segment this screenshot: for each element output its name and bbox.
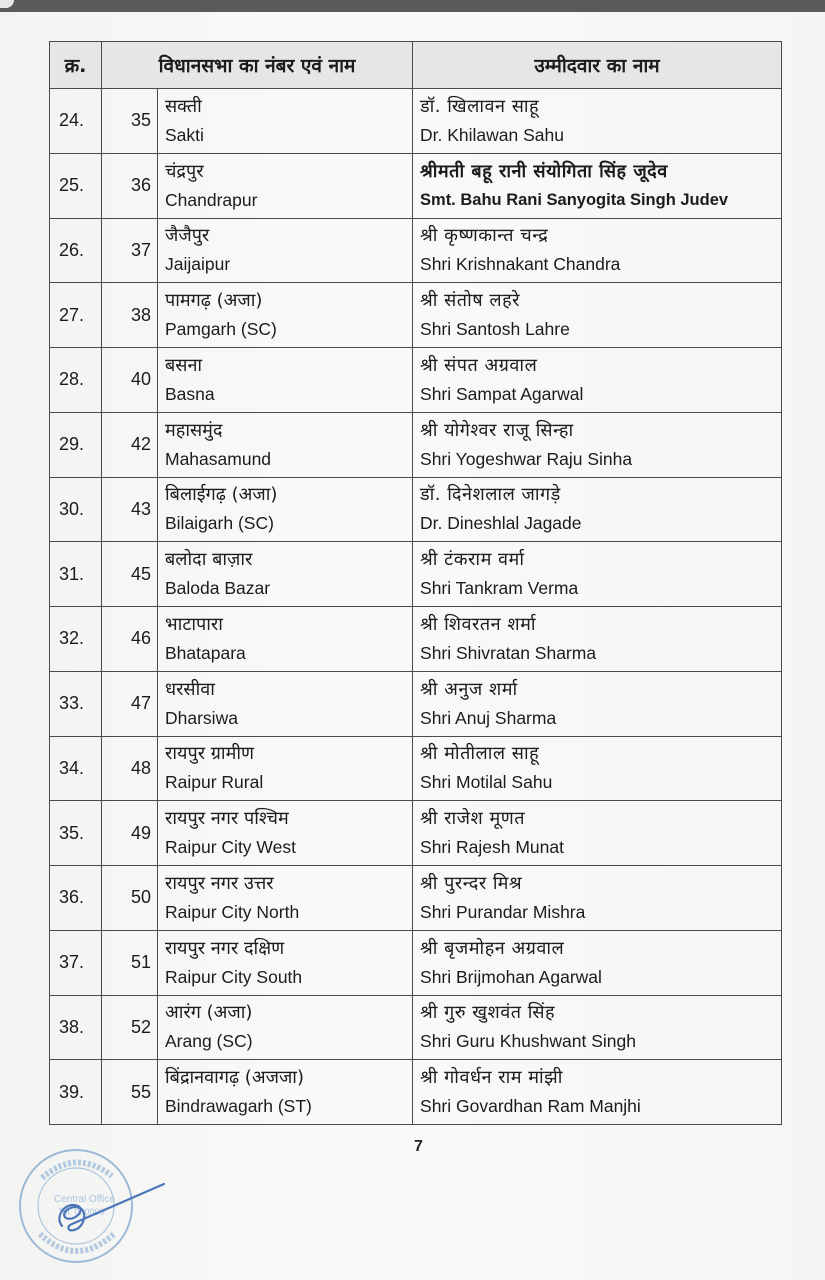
- constituency-name-english: Bindrawagarh (ST): [165, 1096, 312, 1117]
- candidate-name-hindi: श्री राजेश मूणत: [420, 808, 526, 830]
- table-row: [50, 671, 782, 736]
- candidate-cell: [413, 89, 782, 154]
- top-bar: [0, 0, 825, 12]
- candidate-name-english: Shri Purandar Mishra: [420, 901, 586, 922]
- serial-number: 39.: [50, 1060, 102, 1125]
- constituency-cell: [158, 607, 413, 672]
- constituency-cell: [158, 930, 413, 995]
- header-constituency: विधानसभा का नंबर एवं नाम: [102, 42, 413, 89]
- constituency-cell: [158, 542, 413, 607]
- constituency-name-hindi: बलोदा बाज़ार: [165, 549, 253, 571]
- constituency-name-english: Raipur City South: [165, 966, 303, 987]
- table-row: [50, 153, 782, 218]
- constituency-cell: [158, 1060, 413, 1125]
- constituency-number: 49: [102, 801, 158, 866]
- serial-number: 28.: [50, 348, 102, 413]
- candidate-name-hindi: श्री गुरु खुशवंत सिंह: [420, 1002, 556, 1024]
- table-header-row: [50, 42, 782, 89]
- constituency-name-english: Bhatapara: [165, 642, 246, 663]
- constituency-name-hindi: सक्ती: [165, 95, 202, 117]
- candidate-cell: [413, 995, 782, 1060]
- table-row: [50, 866, 782, 931]
- constituency-number: 55: [102, 1060, 158, 1125]
- constituency-number: 37: [102, 218, 158, 283]
- candidate-cell: [413, 348, 782, 413]
- candidate-name-english: Shri Sampat Agarwal: [420, 383, 584, 404]
- table-row: [50, 542, 782, 607]
- constituency-cell: [158, 671, 413, 736]
- serial-number: 36.: [50, 866, 102, 931]
- table-row: [50, 607, 782, 672]
- constituency-cell: [158, 866, 413, 931]
- candidate-name-english: Shri Brijmohan Agarwal: [420, 966, 602, 987]
- candidate-cell: [413, 283, 782, 348]
- serial-number: 26.: [50, 218, 102, 283]
- signature: [59, 1184, 164, 1230]
- candidate-cell: [413, 607, 782, 672]
- candidate-name-hindi: श्रीमती बहू रानी संयोगिता सिंह जूदेव: [420, 160, 668, 182]
- constituency-name-english: Dharsiwa: [165, 707, 238, 728]
- constituency-name-hindi: महासमुंद: [165, 419, 223, 441]
- candidate-name-hindi: श्री अनुज शर्मा: [420, 678, 518, 700]
- constituency-cell: [158, 995, 413, 1060]
- header-serial: क्र.: [50, 42, 102, 89]
- constituency-name-english: Sakti: [165, 124, 204, 145]
- constituency-name-hindi: रायपुर नगर दक्षिण: [165, 937, 285, 959]
- serial-number: 27.: [50, 283, 102, 348]
- table-row: [50, 283, 782, 348]
- constituency-cell: [158, 89, 413, 154]
- candidate-name-hindi: श्री संपत अग्रवाल: [420, 354, 538, 376]
- candidate-table: [49, 41, 782, 1125]
- serial-number: 35.: [50, 801, 102, 866]
- constituency-number: 45: [102, 542, 158, 607]
- candidate-name-english: Shri Guru Khushwant Singh: [420, 1031, 636, 1052]
- table-row: [50, 995, 782, 1060]
- constituency-name-hindi: आरंग (अजा): [165, 1002, 253, 1024]
- party-stamp-with-signature: [14, 1146, 174, 1271]
- candidate-name-hindi: डॉ. दिनेशलाल जागड़े: [420, 484, 561, 506]
- candidate-cell: [413, 1060, 782, 1125]
- candidate-name-english: Shri Shivratan Sharma: [420, 642, 597, 663]
- header-candidate: उम्मीदवार का नाम: [413, 42, 782, 89]
- candidate-cell: [413, 153, 782, 218]
- candidate-name-hindi: डॉ. खिलावन साहू: [420, 95, 540, 117]
- constituency-name-hindi: भाटापारा: [165, 613, 223, 635]
- candidate-name-english: Dr. Khilawan Sahu: [420, 124, 564, 145]
- candidate-name-hindi: श्री टंकराम वर्मा: [420, 549, 525, 571]
- constituency-name-english: Mahasamund: [165, 448, 272, 469]
- constituency-name-hindi: रायपुर नगर पश्चिम: [165, 808, 289, 830]
- constituency-number: 50: [102, 866, 158, 931]
- constituency-name-hindi: चंद्रपुर: [165, 160, 204, 182]
- constituency-name-hindi: जैजैपुर: [165, 225, 210, 247]
- constituency-name-english: Bilaigarh (SC): [165, 513, 274, 534]
- table-row: [50, 477, 782, 542]
- constituency-name-hindi: धरसीवा: [165, 678, 215, 700]
- stamp-center-text: Central Office: [54, 1194, 115, 1205]
- constituency-name-english: Baloda Bazar: [165, 578, 271, 599]
- candidate-cell: [413, 477, 782, 542]
- serial-number: 25.: [50, 153, 102, 218]
- table-row: [50, 801, 782, 866]
- constituency-number: 43: [102, 477, 158, 542]
- candidate-cell: [413, 412, 782, 477]
- constituency-number: 46: [102, 607, 158, 672]
- candidate-cell: [413, 671, 782, 736]
- candidate-name-english: Shri Govardhan Ram Manjhi: [420, 1096, 641, 1117]
- serial-number: 30.: [50, 477, 102, 542]
- candidate-name-english: Dr. Dineshlal Jagade: [420, 513, 582, 534]
- serial-number: 33.: [50, 671, 102, 736]
- candidate-name-hindi: श्री मोतीलाल साहू: [420, 743, 540, 765]
- top-bar-corner: [0, 0, 14, 8]
- constituency-number: 48: [102, 736, 158, 801]
- candidate-cell: [413, 930, 782, 995]
- candidate-name-hindi: श्री बृजमोहन अग्रवाल: [420, 937, 565, 959]
- serial-number: 32.: [50, 607, 102, 672]
- constituency-name-hindi: बिलाईगढ़ (अजा): [165, 484, 278, 506]
- candidate-name-english: Shri Santosh Lahre: [420, 319, 570, 340]
- constituency-number: 35: [102, 89, 158, 154]
- candidate-name-hindi: श्री पुरन्दर मिश्र: [420, 872, 523, 894]
- constituency-cell: [158, 736, 413, 801]
- candidate-name-hindi: श्री संतोष लहरे: [420, 290, 520, 312]
- constituency-name-english: Basna: [165, 383, 215, 404]
- constituency-name-english: Chandrapur: [165, 189, 258, 210]
- table-row: [50, 1060, 782, 1125]
- candidate-cell: [413, 218, 782, 283]
- constituency-cell: [158, 801, 413, 866]
- constituency-number: 40: [102, 348, 158, 413]
- serial-number: 34.: [50, 736, 102, 801]
- table-row: [50, 348, 782, 413]
- constituency-name-hindi: बसना: [165, 354, 203, 376]
- constituency-number: 51: [102, 930, 158, 995]
- constituency-number: 38: [102, 283, 158, 348]
- candidate-name-english: Shri Anuj Sharma: [420, 707, 557, 728]
- constituency-name-english: Pamgarh (SC): [165, 319, 277, 340]
- serial-number: 31.: [50, 542, 102, 607]
- constituency-number: 42: [102, 412, 158, 477]
- constituency-name-english: Arang (SC): [165, 1031, 253, 1052]
- candidate-name-hindi: श्री कृष्णकान्त चन्द्र: [420, 225, 549, 247]
- candidate-name-hindi: श्री गोवर्धन राम मांझी: [420, 1067, 563, 1089]
- candidate-name-hindi: श्री शिवरतन शर्मा: [420, 613, 537, 635]
- constituency-name-hindi: रायपुर नगर उत्तर: [165, 872, 274, 894]
- constituency-cell: [158, 348, 413, 413]
- candidate-cell: [413, 801, 782, 866]
- page-number: 7: [414, 1138, 423, 1155]
- serial-number: 24.: [50, 89, 102, 154]
- serial-number: 37.: [50, 930, 102, 995]
- stamp-ring-lettering-bottom: [40, 1234, 114, 1251]
- table-row: [50, 930, 782, 995]
- candidate-name-hindi: श्री योगेश्वर राजू सिन्हा: [420, 419, 574, 441]
- candidate-name-english: Shri Motilal Sahu: [420, 772, 553, 793]
- constituency-name-english: Jaijaipur: [165, 254, 231, 275]
- constituency-cell: [158, 283, 413, 348]
- constituency-name-english: Raipur City West: [165, 837, 296, 858]
- candidate-name-english: Shri Yogeshwar Raju Sinha: [420, 448, 633, 469]
- candidate-name-english: Smt. Bahu Rani Sanyogita Singh Judev: [420, 190, 729, 209]
- constituency-cell: [158, 153, 413, 218]
- stamp-tel-text: Tel: 000000: [58, 1207, 105, 1217]
- serial-number: 29.: [50, 412, 102, 477]
- constituency-name-hindi: पामगढ़ (अजा): [165, 290, 263, 312]
- constituency-number: 47: [102, 671, 158, 736]
- table-row: [50, 89, 782, 154]
- serial-number: 38.: [50, 995, 102, 1060]
- candidate-cell: [413, 866, 782, 931]
- candidate-name-english: Shri Krishnakant Chandra: [420, 254, 621, 275]
- constituency-cell: [158, 412, 413, 477]
- constituency-name-hindi: रायपुर ग्रामीण: [165, 743, 255, 765]
- table-row: [50, 736, 782, 801]
- constituency-name-english: Raipur City North: [165, 901, 300, 922]
- constituency-number: 52: [102, 995, 158, 1060]
- constituency-name-hindi: बिंद्रानवागढ़ (अजजा): [165, 1067, 304, 1089]
- candidate-cell: [413, 736, 782, 801]
- constituency-cell: [158, 218, 413, 283]
- table-row: [50, 412, 782, 477]
- constituency-number: 36: [102, 153, 158, 218]
- document-page: [0, 12, 825, 1280]
- candidate-cell: [413, 542, 782, 607]
- constituency-cell: [158, 477, 413, 542]
- candidate-name-english: Shri Tankram Verma: [420, 578, 579, 599]
- table-row: [50, 218, 782, 283]
- candidate-name-english: Shri Rajesh Munat: [420, 837, 564, 858]
- constituency-name-english: Raipur Rural: [165, 772, 264, 793]
